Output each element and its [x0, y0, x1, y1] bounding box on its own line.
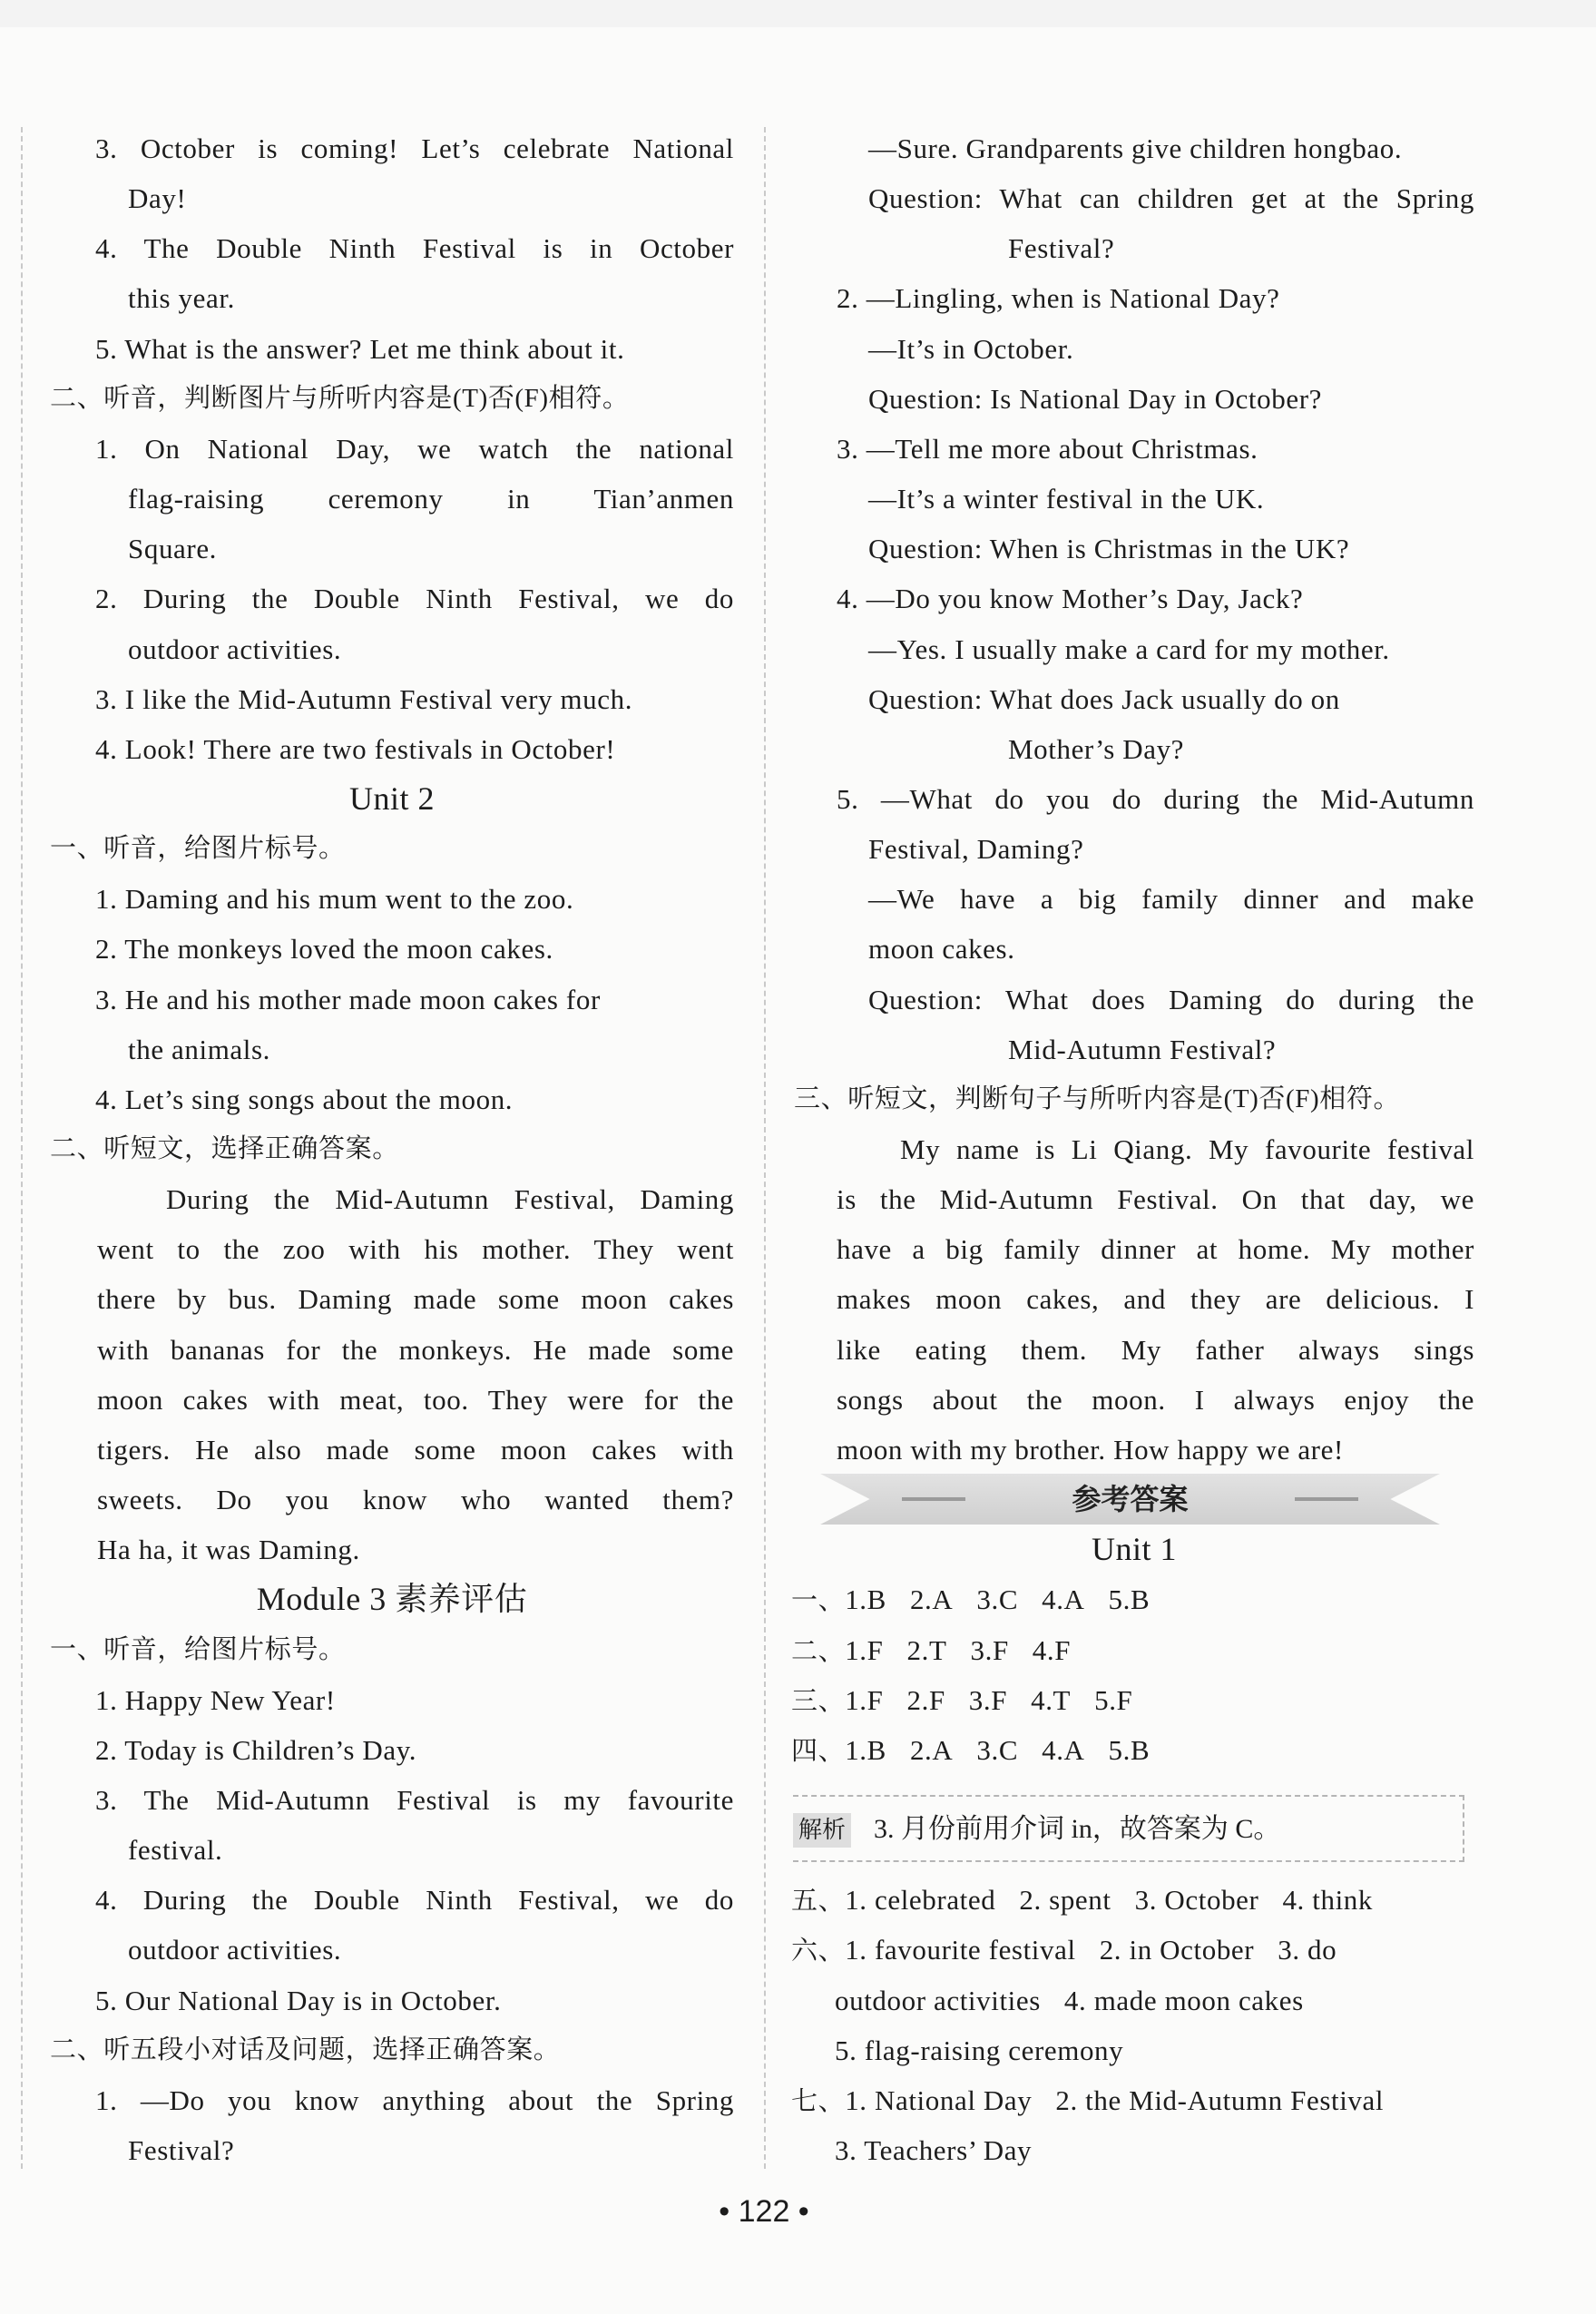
text-line: Festival, Daming? [868, 833, 1084, 866]
section-heading: 三、听短文，判断句子与所听内容是(T)否(F)相符。 [794, 1083, 1401, 1113]
text-line: 2. —Lingling, when is National Day? [837, 282, 1280, 315]
left-margin-divider [21, 127, 23, 2169]
answer-item: 1.F [845, 1633, 884, 1666]
text-line: like eating them. My father always sings [837, 1333, 1474, 1366]
answer-row [791, 1725, 1173, 1775]
answer-row-label: 六、 [791, 1937, 846, 1966]
answer-key-heading: 参考答案 [1072, 1482, 1189, 1516]
text-line: Question: What does Jack usually do on [868, 682, 1340, 715]
section-heading: 二、听五段小对话及问题，选择正确答案。 [50, 2035, 561, 2064]
answer-item: 4.A [1042, 1584, 1085, 1616]
answer-item: 3.F [968, 1683, 1008, 1716]
page-top-band [0, 0, 1596, 27]
answer-item: 1. National Day [845, 2084, 1033, 2116]
answer-item: 1.B [845, 1733, 886, 1766]
section-heading: 二、听短文，选择正确答案。 [50, 1134, 399, 1163]
answer-item: 2. in October [1099, 1934, 1255, 1966]
text-line: moon cakes. [868, 933, 1015, 966]
text-line: 3. The Mid-Autumn Festival is my favourite [95, 1783, 734, 1816]
column-divider [764, 127, 766, 2169]
text-line: with bananas for the monkeys. He made some [97, 1333, 734, 1366]
text-line: —Sure. Grandparents give children hongbao. [868, 132, 1403, 164]
text-line: My name is Li Qiang. My favourite festival [900, 1133, 1474, 1165]
text-line: Question: When is Christmas in the UK? [868, 533, 1350, 565]
answer-row-label: 五、 [791, 1887, 846, 1917]
answer-item: 4.F [1032, 1633, 1072, 1666]
answer-row [791, 1625, 1094, 1675]
answer-row [791, 2075, 1407, 2125]
text-line: —We have a big family dinner and make [868, 883, 1474, 916]
answer-item: 2. spent [1019, 1884, 1111, 1917]
answer-item: 1. celebrated [845, 1884, 996, 1917]
text-line: moon cakes with meat, too. They were for the [97, 1383, 734, 1416]
answer-item: 4.A [1042, 1733, 1085, 1766]
text-line: 3. —Tell me more about Christmas. [837, 432, 1258, 465]
text-line: 2. The monkeys loved the moon cakes. [95, 933, 553, 966]
answer-item: 5.B [1108, 1733, 1150, 1766]
answer-row [835, 2125, 1055, 2175]
text-line: moon with my brother. How happy we are! [837, 1433, 1344, 1466]
answer-item: 1. favourite festival [845, 1934, 1076, 1966]
text-line: —It’s in October. [868, 332, 1074, 365]
text-line: Festival? [128, 2134, 235, 2166]
text-line: 1. On National Day, we watch the national [95, 432, 734, 465]
answer-row-label: 四、 [791, 1736, 846, 1766]
text-line: During the Mid-Autumn Festival, Daming [166, 1183, 734, 1216]
text-line: 1. —Do you know anything about the Spring [95, 2084, 734, 2116]
text-line: 4. During the Double Ninth Festival, we do [95, 1884, 734, 1917]
answer-item: 5.F [1094, 1683, 1133, 1716]
text-line: outdoor activities. [128, 632, 342, 665]
answer-row [835, 1976, 1327, 2025]
section-title: Unit 2 [348, 780, 435, 817]
answer-row [835, 2025, 1147, 2075]
text-line: Square. [128, 533, 218, 565]
text-line: Mid-Autumn Festival? [1008, 1033, 1277, 1065]
text-line: 4. Look! There are two festivals in October! [95, 732, 616, 765]
answer-item: 3.F [970, 1633, 1009, 1666]
text-line: 3. He and his mother made moon cakes for [95, 983, 601, 1015]
section-heading: 一、听音，给图片标号。 [50, 834, 346, 864]
answer-item: 4.T [1031, 1683, 1072, 1716]
answer-item: 2.T [906, 1633, 947, 1666]
answer-item: 5. flag-raising ceremony [835, 2034, 1124, 2066]
answer-item: 3.C [976, 1733, 1019, 1766]
answer-item: 2. the Mid-Autumn Festival [1055, 2084, 1385, 2116]
text-line: this year. [128, 282, 235, 315]
text-line: 5. —What do you do during the Mid-Autumn [837, 782, 1474, 815]
answer-row-label: 七、 [791, 2086, 846, 2116]
answer-item: 3. October [1134, 1884, 1259, 1917]
text-line: is the Mid-Autumn Festival. On that day, we [837, 1183, 1474, 1216]
text-line: Ha ha, it was Daming. [97, 1534, 360, 1566]
answer-item: 1.B [845, 1584, 886, 1616]
answer-row [791, 1675, 1156, 1725]
text-line: Mother’s Day? [1008, 732, 1185, 765]
answer-item: 2.F [906, 1683, 945, 1716]
text-line: the animals. [128, 1033, 270, 1065]
text-line: went to the zoo with his mother. They went [97, 1233, 734, 1266]
answer-row [791, 1925, 1360, 1975]
text-line: Festival? [1008, 232, 1115, 265]
answer-item: 3.C [976, 1584, 1019, 1616]
answer-item: 5.B [1108, 1584, 1150, 1616]
text-line: 4. Let’s sing songs about the moon. [95, 1083, 514, 1115]
text-line: 3. I like the Mid-Autumn Festival very much. [95, 682, 633, 715]
text-line: 2. During the Double Ninth Festival, we do [95, 583, 734, 615]
answer-item: 3. do [1278, 1934, 1337, 1966]
answer-item: 2.A [909, 1584, 954, 1616]
text-line: 1. Daming and his mum went to the zoo. [95, 883, 574, 916]
text-line: have a big family dinner at home. My mother [837, 1233, 1474, 1266]
text-line: 1. Happy New Year! [95, 1683, 336, 1716]
text-line: sweets. Do you know who wanted them? [97, 1484, 734, 1516]
answer-row-label: 三、 [791, 1686, 846, 1716]
text-line: 3. October is coming! Let’s celebrate National [95, 132, 734, 164]
explanation-text: 3. 月份前用介词 in，故答案为 C。 [874, 1814, 1281, 1844]
text-line: makes moon cakes, and they are delicious. I [837, 1283, 1474, 1316]
answer-row [791, 1875, 1396, 1925]
text-line: —Yes. I usually make a card for my mother. [868, 632, 1390, 665]
text-line: outdoor activities. [128, 1934, 342, 1966]
answer-item: 4. think [1282, 1884, 1373, 1917]
text-line: Day! [128, 182, 187, 215]
answer-row-label: 二、 [791, 1636, 846, 1666]
text-line: tigers. He also made some moon cakes with [97, 1433, 734, 1466]
answer-item: 3. Teachers’ Day [835, 2134, 1033, 2166]
text-line: 4. The Double Ninth Festival is in October [95, 232, 734, 265]
answer-row [791, 1574, 1173, 1624]
text-line: there by bus. Daming made some moon cakes [97, 1283, 734, 1316]
text-line: Question: What can children get at the Spring [868, 182, 1474, 215]
text-line: 2. Today is Children’s Day. [95, 1733, 417, 1766]
section-heading: 一、听音，给图片标号。 [50, 1634, 346, 1664]
text-line: Question: Is National Day in October? [868, 382, 1322, 415]
text-line: festival. [128, 1834, 223, 1867]
text-line: songs about the moon. I always enjoy the [837, 1383, 1474, 1416]
text-line: —It’s a winter festival in the UK. [868, 483, 1265, 515]
text-line: Question: What does Daming do during the [868, 983, 1474, 1015]
page-number: • 122 • [719, 2194, 809, 2229]
text-line: 5. Our National Day is in October. [95, 1984, 502, 2016]
section-heading: 二、听音，判断图片与所听内容是(T)否(F)相符。 [50, 383, 630, 413]
text-line: 4. —Do you know Mother’s Day, Jack? [837, 583, 1304, 615]
explanation-tag: 解析 [793, 1813, 851, 1848]
answer-item: 2.A [909, 1733, 954, 1766]
answer-item: outdoor activities [835, 1984, 1041, 2016]
answer-unit-title: Unit 1 [1091, 1531, 1177, 1568]
section-title: Module 3 素养评估 [256, 1581, 528, 1618]
text-line: flag-raising ceremony in Tian’anmen [128, 483, 734, 515]
text-line: 5. What is the answer? Let me think about it. [95, 332, 625, 365]
answer-item: 1.F [845, 1683, 884, 1716]
answer-item: 4. made moon cakes [1063, 1984, 1304, 2016]
answer-row-label: 一、 [791, 1586, 846, 1616]
